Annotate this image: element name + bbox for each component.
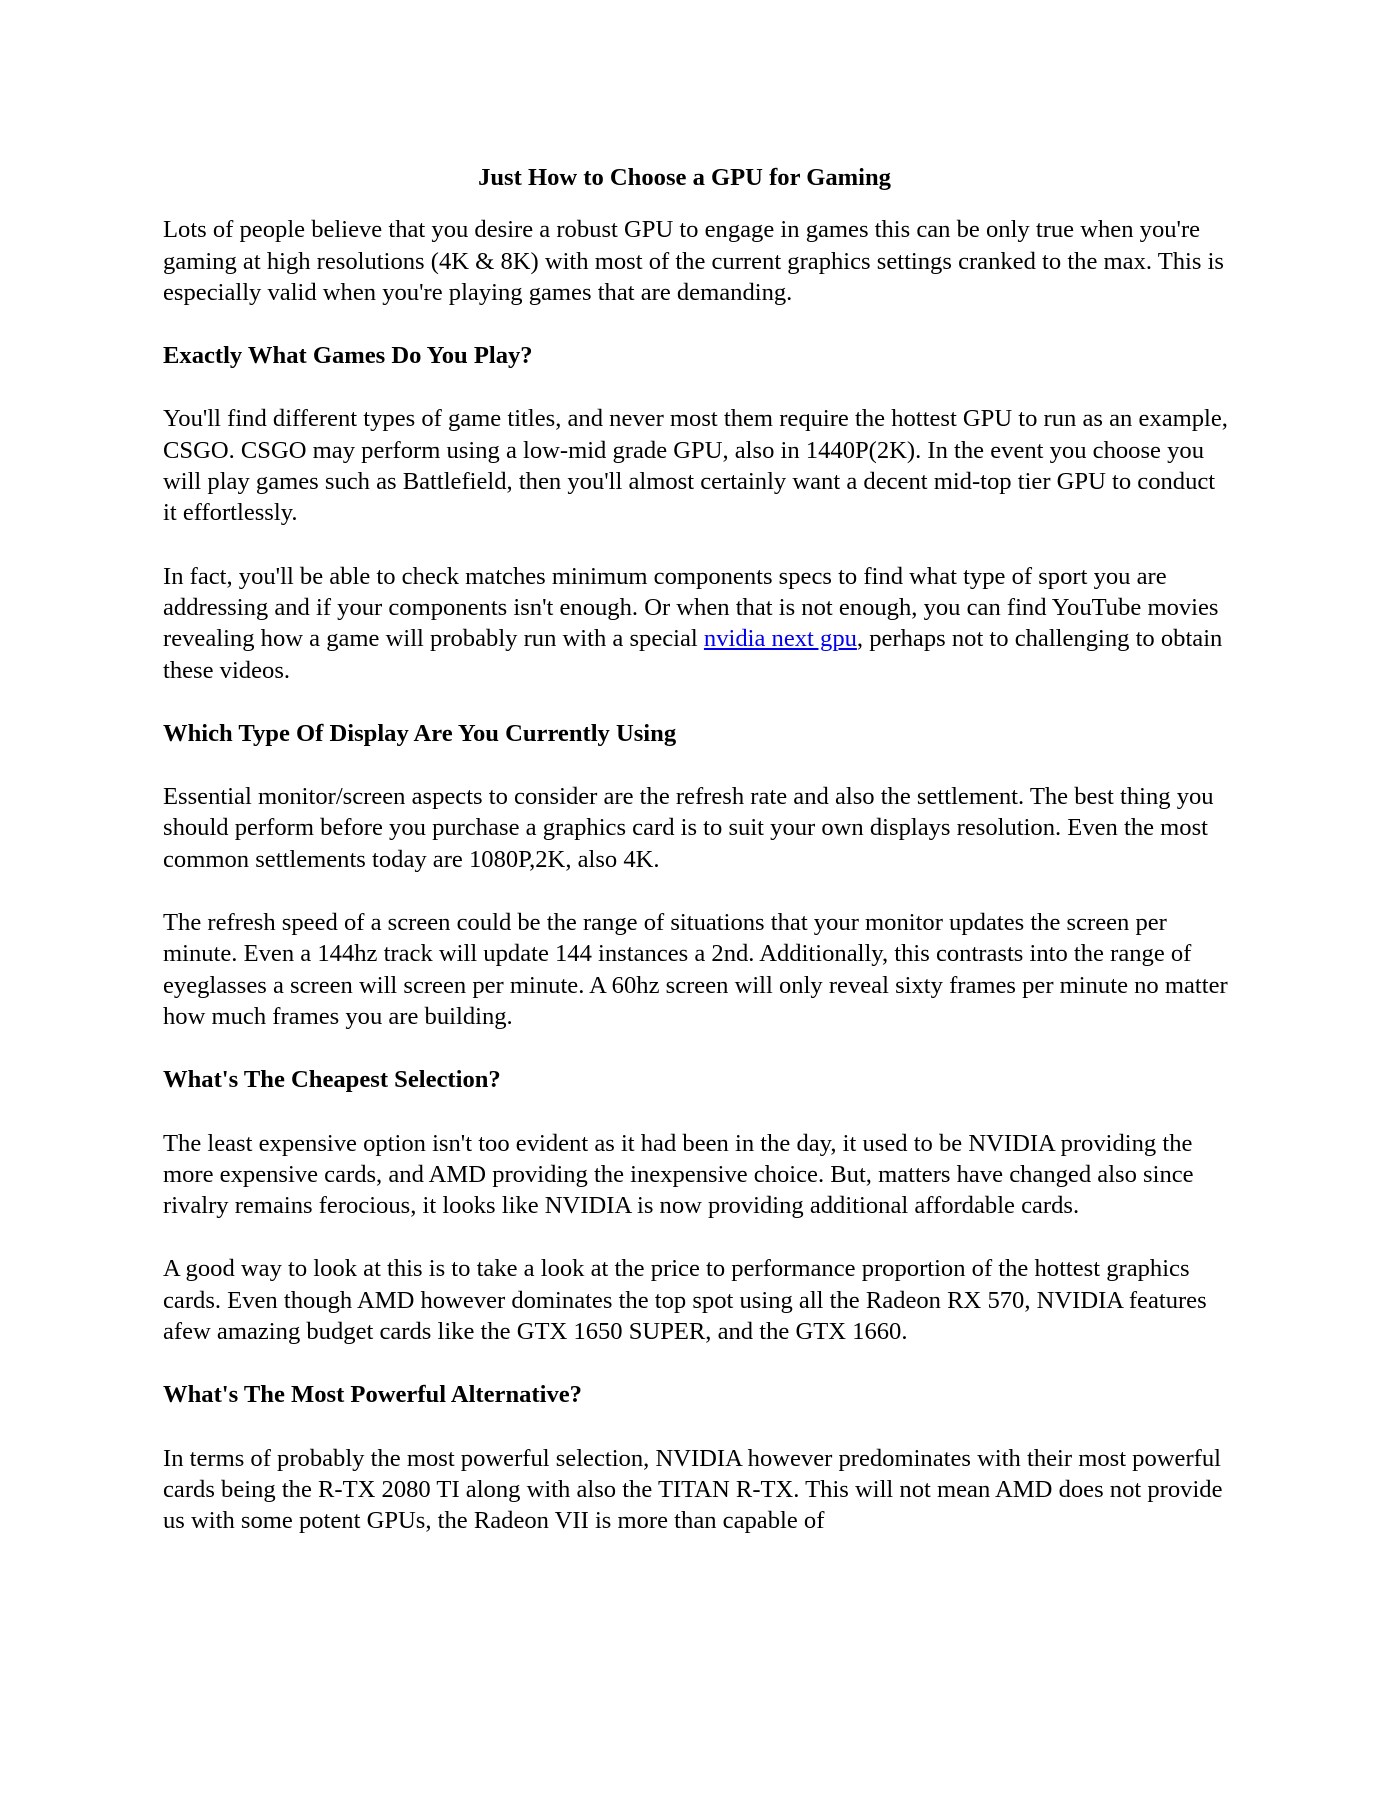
cheapest-paragraph-2: A good way to look at this is to take a look at the price to performance proportion of the hottest graphics cards. Even though AMD however dominates the top spot using all the Radeon RX 570, NVIDIA features afew amazing budget cards like the GTX 1650 SUPER, and the GTX 1660. xyxy=(163,1255,1207,1346)
intro-paragraph: Lots of people believe that you desire a robust GPU to engage in games this can be only true when you're gaming at high resolutions (4K & 8K) with most of the current graphics settings cranked to the max. This is especially valid when you're playing games that are demanding. xyxy=(163,216,1224,306)
games-paragraph-2 xyxy=(163,561,1233,686)
document-title: Just How to Choose a GPU for Gaming xyxy=(478,164,891,191)
section-heading-powerful: What's The Most Powerful Alternative? xyxy=(163,1381,582,1409)
games-paragraph-2-text-after: , perhaps not to challenging to obtain these videos. xyxy=(163,625,1223,684)
powerful-paragraph-1: In terms of probably the most powerful selection, NVIDIA however predominates with their most powerful cards being the R-TX 2080 TI along with also the TITAN R-TX. This will not mean AMD does not provide us with some potent GPUs, the Radeon VII is more than capable of xyxy=(163,1444,1223,1535)
document-body xyxy=(163,162,1233,1569)
section-heading-cheapest: What's The Cheapest Selection? xyxy=(163,1066,501,1094)
games-paragraph-2-text-before: In fact, you'll be able to check matches minimum components specs to find what type of sport you are addressing and if your components isn't enough. Or when that is not enough, you can find YouTube movies revealing how a game will probably run with a special xyxy=(163,562,1219,653)
games-paragraph-1: You'll find different types of game titles, and never most them require the hottest GPU to run as an example, CSGO. CSGO may perform using a low-mid grade GPU, also in 1440P(2K). In the event you choose you will play games such as Battlefield, then you'll almost certainly want a decent mid-top tier GPU to conduct it effortlessly. xyxy=(163,405,1228,527)
nvidia-next-gpu-link[interactable]: nvidia next gpu xyxy=(703,625,857,653)
cheapest-paragraph-1: The least expensive option isn't too evident as it had been in the day, it used to be NVIDIA providing the more expensive cards, and AMD providing the inexpensive choice. But, matters have changed also since rivalry remains ferocious, it looks like NVIDIA is now providing additional affordable cards. xyxy=(163,1129,1194,1220)
section-heading-games: Exactly What Games Do You Play? xyxy=(163,342,533,370)
section-heading-display: Which Type Of Display Are You Currently Using xyxy=(163,719,677,747)
display-paragraph-1: Essential monitor/screen aspects to consider are the refresh rate and also the settlement. The best thing you should perform before you purchase a graphics card is to suit your own displays resolution. Even the most common settlements today are 1080P,2K, also 4K. xyxy=(163,783,1214,873)
display-paragraph-2: The refresh speed of a screen could be the range of situations that your monitor updates the screen per minute. Even a 144hz track will update 144 instances a 2nd. Additionally, this contrasts into the range of eyeglasses a screen will screen per minute. A 60hz screen will only reveal sixty frames per minute no matter how much frames you are building. xyxy=(163,909,1228,1030)
